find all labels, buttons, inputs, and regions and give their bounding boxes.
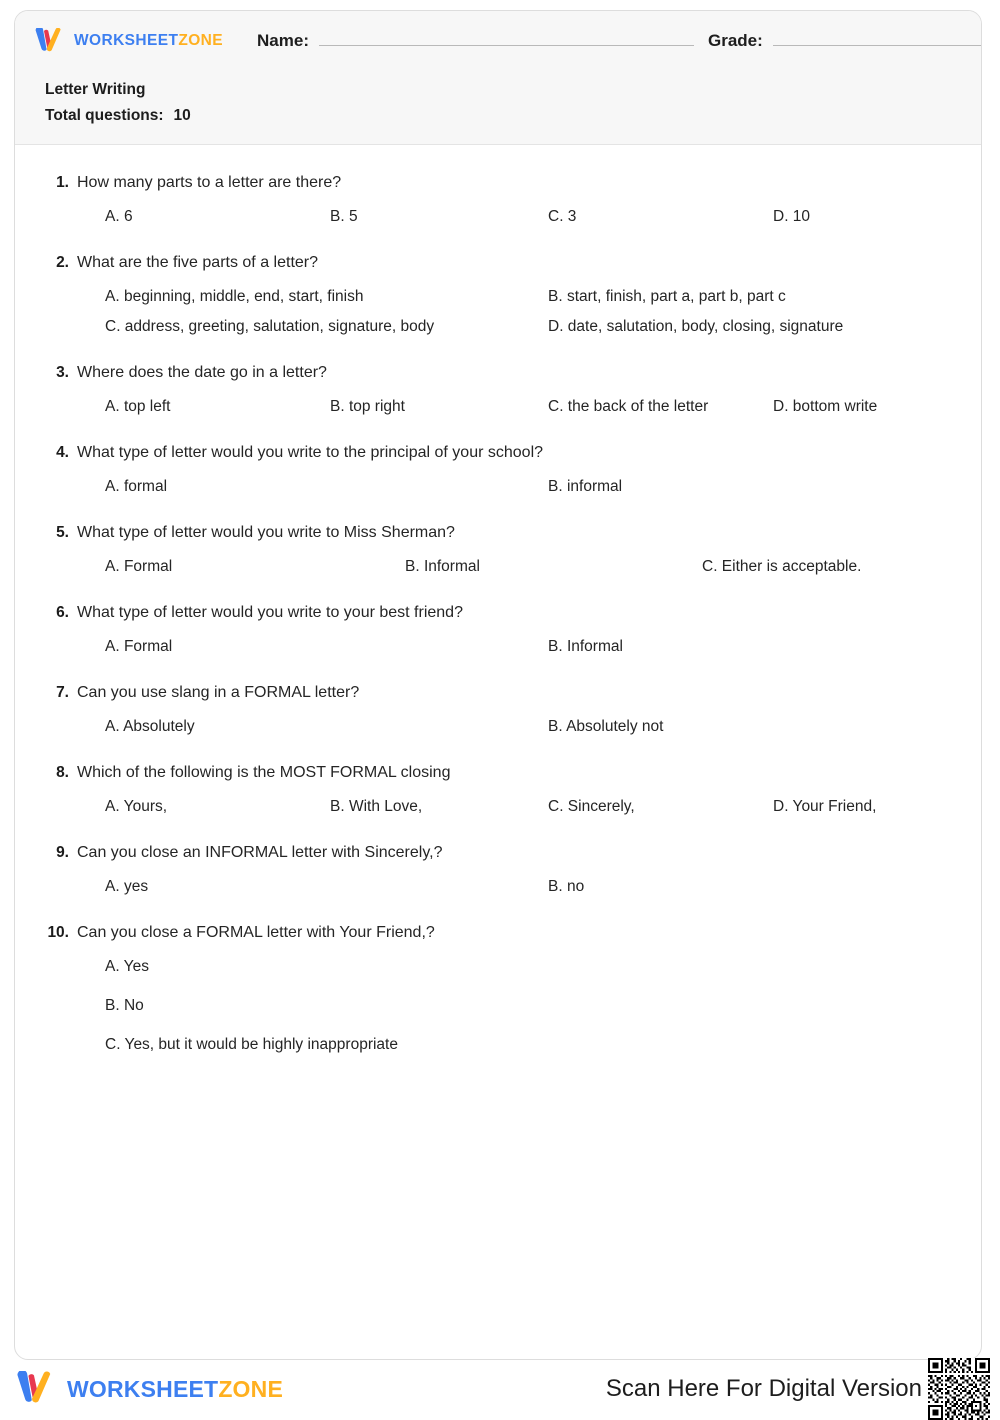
footer-brand-logo-text	[67, 1376, 283, 1403]
option-d[interactable]: D. bottom write	[773, 398, 878, 415]
question-item	[45, 601, 951, 667]
question-item	[45, 361, 951, 427]
option-row	[85, 877, 951, 907]
option-row	[85, 207, 951, 237]
question-options	[45, 877, 951, 907]
question-number: 3.	[56, 364, 69, 381]
question-number: 2.	[56, 254, 69, 271]
worksheetzone-w-logo-icon	[14, 1371, 56, 1407]
question-options	[45, 397, 951, 427]
worksheet-meta	[15, 71, 981, 128]
option-b[interactable]: B. Informal	[548, 638, 623, 655]
question-options	[45, 717, 951, 747]
question-heading	[45, 841, 951, 865]
option-a[interactable]: A. Formal	[105, 638, 173, 655]
option-row	[85, 557, 951, 587]
question-item	[45, 521, 951, 587]
option-d[interactable]: D. date, salutation, body, closing, signature	[548, 318, 844, 335]
question-number: 5.	[56, 524, 69, 541]
brand-logo	[33, 28, 223, 54]
option-c[interactable]: C. 3	[548, 208, 577, 225]
option-c[interactable]: C. the back of the letter	[548, 398, 709, 415]
scan-instruction-text: Scan Here For Digital Version	[605, 1375, 922, 1402]
brand-name-worksheet: WORKSHEET	[74, 32, 179, 49]
question-item	[45, 441, 951, 507]
question-text: What type of letter would you write to Miss Sherman?	[77, 524, 455, 541]
option-d[interactable]: D. Your Friend,	[773, 798, 877, 815]
option-row	[85, 957, 951, 996]
option-b[interactable]: B. start, finish, part a, part b, part c	[548, 288, 786, 305]
brand-logo-text	[74, 32, 223, 50]
option-b[interactable]: B. No	[105, 997, 144, 1014]
question-options	[45, 477, 951, 507]
option-d[interactable]: D. 10	[773, 208, 811, 225]
option-row	[85, 637, 951, 667]
question-options	[45, 557, 951, 587]
question-item	[45, 251, 951, 347]
question-number: 10.	[47, 924, 69, 941]
question-options	[45, 797, 951, 827]
option-b[interactable]: B. With Love,	[330, 798, 423, 815]
option-row	[85, 287, 951, 317]
option-a[interactable]: A. Yes	[105, 958, 149, 975]
question-heading	[45, 171, 951, 195]
footer-brand-name-worksheet: WORKSHEET	[67, 1375, 219, 1402]
question-text: Which of the following is the MOST FORMAL closing	[77, 764, 451, 781]
brand-name-zone: ZONE	[178, 32, 224, 49]
option-a[interactable]: A. Formal	[105, 558, 173, 575]
question-text: Can you close an INFORMAL letter with Sincerely,?	[77, 844, 443, 861]
option-b[interactable]: B. informal	[548, 478, 623, 495]
grade-label: Grade:	[708, 31, 763, 50]
option-a[interactable]: A. 6	[105, 208, 133, 225]
total-questions-value: 10	[173, 106, 191, 124]
option-row	[85, 996, 951, 1035]
question-text: What type of letter would you write to the principal of your school?	[77, 444, 544, 461]
worksheet-header	[15, 11, 981, 145]
qr-code-icon[interactable]	[928, 1358, 990, 1420]
option-a[interactable]: A. yes	[105, 878, 149, 895]
option-row	[85, 1035, 951, 1074]
question-item	[45, 921, 951, 1074]
question-heading	[45, 601, 951, 625]
question-heading	[45, 761, 951, 785]
option-a[interactable]: A. top left	[105, 398, 171, 415]
worksheet-card	[14, 10, 982, 1360]
option-c[interactable]: C. Either is acceptable.	[702, 558, 862, 575]
option-b[interactable]: B. top right	[330, 398, 405, 415]
question-number: 8.	[56, 764, 69, 781]
total-questions-label: Total questions:	[45, 106, 164, 124]
option-a[interactable]: A. beginning, middle, end, start, finish	[105, 288, 364, 305]
question-number: 4.	[56, 444, 69, 461]
worksheet-title: Letter Writing	[45, 81, 146, 98]
option-row	[85, 397, 951, 427]
total-questions	[45, 103, 981, 129]
question-text: Can you close a FORMAL letter with Your Friend,?	[77, 924, 435, 941]
question-text: Can you use slang in a FORMAL letter?	[77, 684, 360, 701]
option-b[interactable]: B. Absolutely not	[548, 718, 664, 735]
name-label: Name:	[257, 31, 309, 50]
question-number: 9.	[56, 844, 69, 861]
question-options	[45, 207, 951, 237]
question-text: What are the five parts of a letter?	[77, 254, 319, 271]
option-b[interactable]: B. Informal	[405, 558, 480, 575]
footer-brand-logo	[14, 1371, 283, 1407]
option-c[interactable]: C. address, greeting, salutation, signature, body	[105, 318, 435, 335]
page-footer	[0, 1364, 1000, 1414]
grade-input-line[interactable]	[773, 31, 982, 46]
option-b[interactable]: B. 5	[330, 208, 358, 225]
question-item	[45, 761, 951, 827]
option-c[interactable]: C. Yes, but it would be highly inappropriate	[105, 1036, 398, 1053]
question-heading	[45, 441, 951, 465]
question-number: 6.	[56, 604, 69, 621]
name-input-line[interactable]	[319, 31, 694, 46]
question-heading	[45, 681, 951, 705]
question-heading	[45, 251, 951, 275]
option-row	[85, 717, 951, 747]
question-options	[45, 957, 951, 1074]
option-a[interactable]: A. formal	[105, 478, 168, 495]
option-a[interactable]: A. Absolutely	[105, 718, 195, 735]
question-heading	[45, 921, 951, 945]
worksheetzone-w-logo-icon	[33, 28, 65, 54]
question-heading	[45, 521, 951, 545]
question-text: Where does the date go in a letter?	[77, 364, 327, 381]
question-heading	[45, 361, 951, 385]
option-row	[85, 477, 951, 507]
question-item	[45, 171, 951, 237]
option-b[interactable]: B. no	[548, 878, 585, 895]
option-c[interactable]: C. Sincerely,	[548, 798, 635, 815]
header-top-row	[15, 11, 981, 71]
grade-field	[708, 31, 982, 51]
footer-brand-name-zone: ZONE	[218, 1375, 284, 1402]
option-row	[85, 317, 951, 347]
question-options	[45, 287, 951, 347]
option-a[interactable]: A. Yours,	[105, 798, 168, 815]
question-number: 1.	[56, 174, 69, 191]
question-number: 7.	[56, 684, 69, 701]
name-field	[257, 31, 694, 51]
question-item	[45, 681, 951, 747]
question-item	[45, 841, 951, 907]
option-row	[85, 797, 951, 827]
question-text: How many parts to a letter are there?	[77, 174, 342, 191]
footer-scan-group	[606, 1358, 990, 1420]
question-options	[45, 637, 951, 667]
question-text: What type of letter would you write to your best friend?	[77, 604, 463, 621]
questions-list	[15, 145, 981, 1074]
